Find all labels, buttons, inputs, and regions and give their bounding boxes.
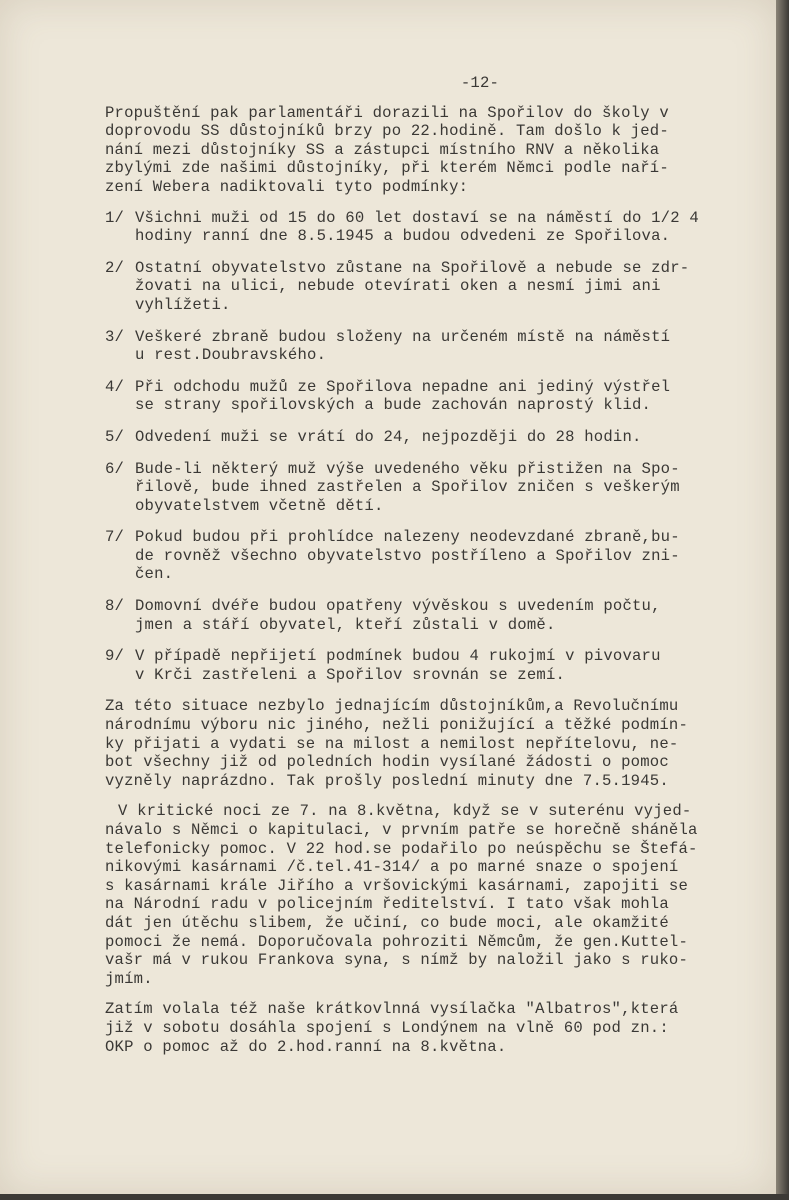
condition-number: 3/ <box>105 327 125 346</box>
text-line: zení Webera nadiktovali tyto podmínky: <box>105 177 469 196</box>
text-line: Při odchodu mužů ze Spořilova nepadne ani jediný výstřel <box>135 377 671 396</box>
condition-number: 6/ <box>105 459 125 478</box>
text-line: řilově, bude ihned zastřelen a Spořilov zničen s veškerým <box>135 478 680 497</box>
text-line: Veškeré zbraně budou složeny na určeném místě na náměstí <box>135 327 671 346</box>
text-line: Ostatní obyvatelstvo zůstane na Spořilově a nebude se zdr- <box>135 258 690 277</box>
text-line: de rovněž všechno obyvatelstvo postříleno a Spořilov zni- <box>135 546 680 565</box>
condition-number: 8/ <box>105 597 125 616</box>
condition-item-2 <box>105 259 765 315</box>
text-line: vyzněly naprázdno. Tak prošly poslední minuty dne 7.5.1945. <box>105 771 669 790</box>
text-line: Bude-li některý muž výše uvedeného věku přistižen na Spo- <box>135 459 680 478</box>
condition-item-8 <box>105 597 765 634</box>
text-line: Zatím volala též naše krátkovlnná vysílačka "Albatros",která <box>105 1000 679 1019</box>
text-line: nikovými kasárnami /č.tel.41-314/ a po marné snaze o spojení <box>105 858 679 877</box>
condition-item-1 <box>105 209 765 246</box>
text-line: hodiny ranní dne 8.5.1945 a budou odvedeni ze Spořilova. <box>135 227 671 246</box>
condition-number: 9/ <box>105 647 125 666</box>
condition-item-9 <box>105 647 765 684</box>
text-line: již v sobotu dosáhla spojení s Londýnem na vlně 60 pod zn.: <box>105 1018 669 1037</box>
text-line: na Národní radu v policejním ředitelství. I tato však mohla <box>105 895 669 914</box>
condition-item-4 <box>105 378 765 415</box>
text-line: Propuštění pak parlamentáři dorazili na Spořilov do školy v <box>105 103 669 122</box>
text-line: u rest.Doubravského. <box>135 346 327 365</box>
condition-number: 5/ <box>105 427 125 446</box>
typewritten-text <box>105 74 765 1068</box>
intro-paragraph <box>105 104 765 197</box>
situation-paragraph <box>105 697 765 790</box>
text-line: Za této situace nezbylo jednajícím důstojníkům,a Revolučnímu <box>105 697 679 716</box>
page-edge-right <box>776 0 789 1200</box>
page-number: -12- <box>460 74 500 92</box>
text-line: bot všechny již od poledních hodin vysílané žádosti o pomoc <box>105 753 669 772</box>
text-line: Odvedení muži se vrátí do 24, nejpozději do 28 hodin. <box>135 427 642 446</box>
text-line: V případě nepřijetí podmínek budou 4 rukojmí v pivovaru <box>135 647 661 666</box>
condition-item-3 <box>105 328 765 365</box>
text-line: Všichni muži od 15 do 60 let dostaví se na náměstí do 1/2 4 <box>135 208 699 227</box>
text-line: ky přijati a vydati se na milost a nemilost nepřítelovu, ne- <box>105 734 679 753</box>
text-line: jmen a stáří obyvatel, kteří zůstali v domě. <box>135 615 556 634</box>
text-line: žovati na ulici, nebude otevírati oken a nesmí jimi ani <box>135 277 661 296</box>
condition-item-5 <box>105 428 765 447</box>
text-line: čen. <box>135 565 174 584</box>
condition-item-6 <box>105 460 765 516</box>
text-line: národnímu výboru nic jiného, nežli ponižující a těžké podmín- <box>105 716 689 735</box>
text-line: v Krči zastřeleni a Spořilov srovnán se zemí. <box>135 665 566 684</box>
page-edge-bottom <box>0 1194 789 1200</box>
text-line: OKP o pomoc až do 2.hod.ranní na 8.května. <box>105 1037 507 1056</box>
condition-number: 4/ <box>105 377 125 396</box>
text-line: s kasárnami krále Jiřího a vršovickými kasárnami, zapojiti se <box>105 876 689 895</box>
text-line: pomoci že nemá. Doporučovala pohroziti Němcům, že gen.Kuttel- <box>105 932 689 951</box>
condition-number: 7/ <box>105 528 125 547</box>
text-line: vašr má v rukou Frankova syna, s nímž by naložil jako s ruko- <box>105 951 689 970</box>
text-line: vyhlížeti. <box>135 295 231 314</box>
text-line: telefonicky pomoc. V 22 hod.se podařilo po neúspěchu se Štefá- <box>105 839 698 858</box>
text-line: nání mezi důstojníky SS a zástupci místního RNV a několika <box>105 140 660 159</box>
text-line: dát jen útěchu slibem, že učiní, co bude moci, ale okamžité <box>105 913 669 932</box>
condition-item-7 <box>105 528 765 584</box>
night-paragraph <box>105 802 765 988</box>
radio-paragraph <box>105 1000 765 1056</box>
text-line: V kritické noci ze 7. na 8.května, když se v suterénu vyjed- <box>118 802 692 821</box>
text-line: Pokud budou při prohlídce nalezeny neodevzdané zbraně,bu- <box>135 528 680 547</box>
text-line: Domovní dvéře budou opatřeny vývěskou s uvedením počtu, <box>135 597 661 616</box>
text-line: návalo s Němci o kapitulaci, v prvním patře se horečně sháněla <box>105 821 698 839</box>
text-line: zbylými zde našimi důstojníky, při kterém Němci podle naří- <box>105 159 669 178</box>
text-line: obyvatelstvem včetně dětí. <box>135 496 384 515</box>
text-line: doprovodu SS důstojníků brzy po 22.hodině. Tam došlo k jed- <box>105 122 669 141</box>
text-line: se strany spořilovských a bude zachován naprostý klid. <box>135 396 652 415</box>
condition-number: 1/ <box>105 208 125 227</box>
text-line: jmím. <box>105 969 153 988</box>
condition-number: 2/ <box>105 258 125 277</box>
